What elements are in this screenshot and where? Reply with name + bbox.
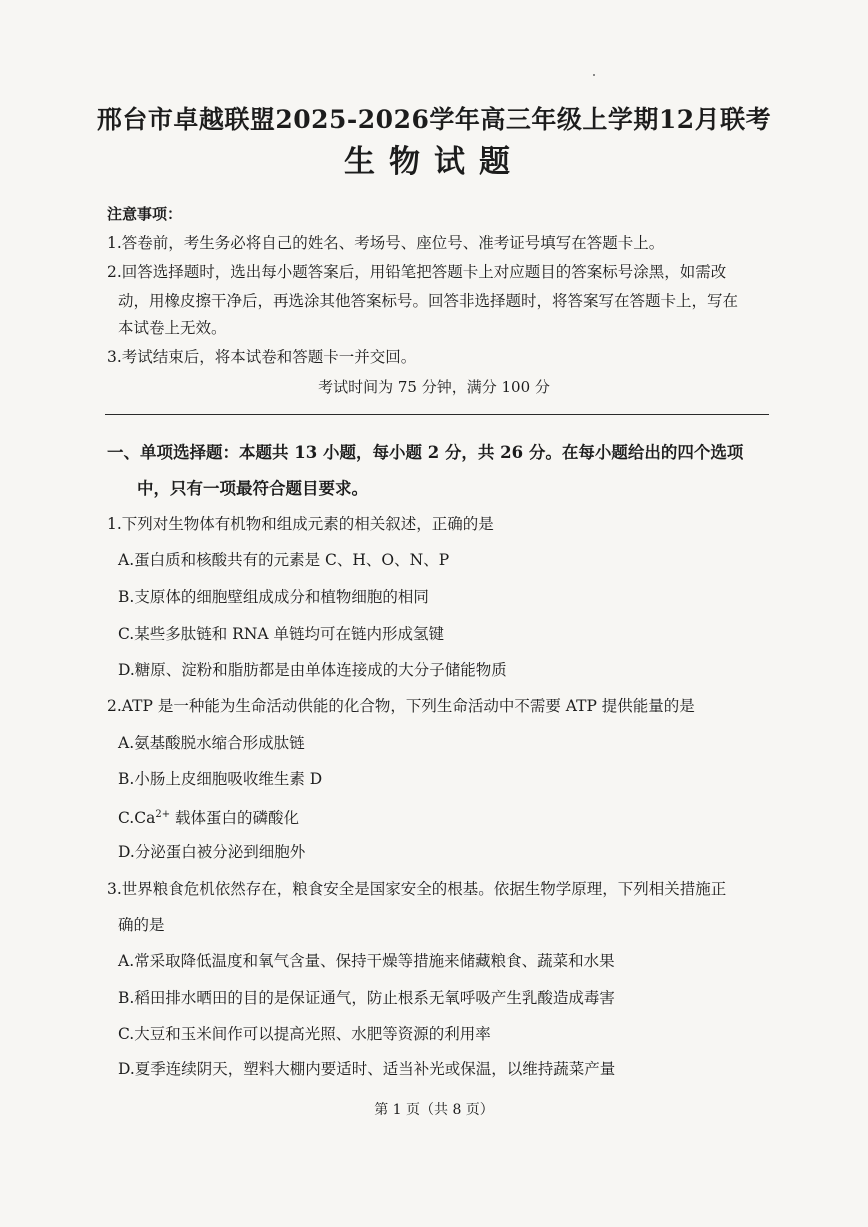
question-3-option-a: A.常采取降低温度和氧气含量、保持干燥等措施来储藏粮食、蔬菜和水果 [118,952,615,970]
question-1-stem: 1.下列对生物体有机物和组成元素的相关叙述，正确的是 [107,515,494,533]
notice-item-3: 3.考试结束后，将本试卷和答题卡一并交回。 [107,348,417,366]
notice-item-2-cont: 动，用橡皮擦干净后，再选涂其他答案标号。回答非选择题时，将答案写在答题卡上，写在 [118,292,739,310]
question-3-option-d: D.夏季连续阴天，塑料大棚内要适时、适当补光或保温，以维持蔬菜产量 [118,1060,616,1078]
option-c-text: 载体蛋白的磷酸化 [170,809,300,828]
scan-speck [593,74,595,76]
question-1-option-a: A.蛋白质和核酸共有的元素是 C、H、O、N、P [118,551,450,569]
exam-time: 考试时间为 75 分钟，满分 100 分 [318,378,550,396]
section-heading: 一、单项选择题：本题共 13 小题，每小题 2 分，共 26 分。在每小题给出的四个选项 [107,443,744,462]
question-1-option-b: B.支原体的细胞壁组成成分和植物细胞的相同 [118,588,429,606]
question-3-stem-cont: 确的是 [118,916,165,934]
option-c-prefix: C.Ca [118,809,156,828]
section-heading-cont: 中，只有一项最符合题目要求。 [137,479,368,498]
question-2-option-c [118,805,299,828]
notice-heading: 注意事项： [107,205,183,223]
question-1-option-c: C.某些多肽链和 RNA 单链均可在链内形成氢键 [118,625,445,643]
question-3-option-b: B.稻田排水晒田的目的是保证通气，防止根系无氧呼吸产生乳酸造成毒害 [118,989,615,1007]
question-3-stem: 3.世界粮食危机依然存在，粮食安全是国家安全的根基。依据生物学原理，下列相关措施正 [107,880,727,898]
question-1-option-d: D.糖原、淀粉和脂肪都是由单体连接成的大分子储能物质 [118,661,507,679]
notice-item-2: 2.回答选择题时，选出每小题答案后，用铅笔把答题卡上对应题目的答案标号涂黑，如需改 [107,263,727,281]
notice-item-1: 1.答卷前，考生务必将自己的姓名、考场号、座位号、准考证号填写在答题卡上。 [107,234,665,252]
question-2-option-b: B.小肠上皮细胞吸收维生素 D [118,770,323,788]
question-3-option-c: C.大豆和玉米间作可以提高光照、水肥等资源的利用率 [118,1025,491,1043]
calcium-charge: 2+ [155,809,171,820]
page-number: 第 1 页（共 8 页） [374,1102,494,1118]
exam-title: 邢台市卓越联盟2025-2026学年高三年级上学期12月联考 [96,105,772,134]
exam-subject: 生物试题 [344,144,524,180]
notice-item-2-end: 本试卷上无效。 [118,319,227,337]
question-2-option-a: A.氨基酸脱水缩合形成肽链 [118,734,305,752]
question-2-stem: 2.ATP 是一种能为生命活动供能的化合物，下列生命活动中不需要 ATP 提供能量的是 [107,697,695,715]
divider-line [105,414,769,415]
question-2-option-d: D.分泌蛋白被分泌到细胞外 [118,843,306,861]
